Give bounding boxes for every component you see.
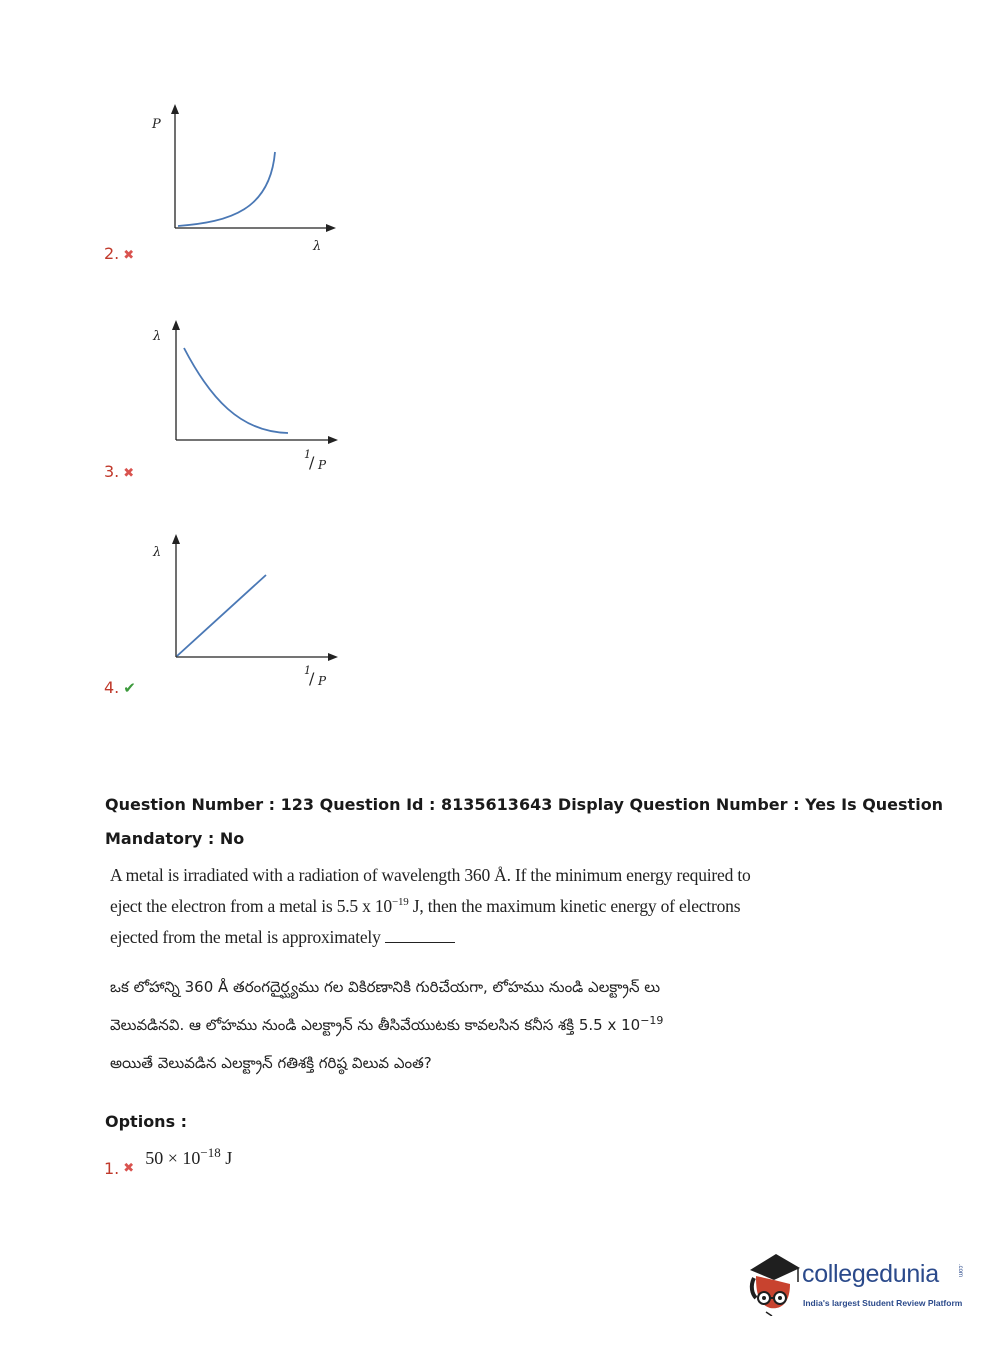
x-arrow-icon	[328, 653, 338, 661]
telugu-line-1: ఒక లోహాన్ని 360 Å తరంగదైర్ఘ్యము గల వికిరణానికి గురిచేయగా, లోహము నుండి ఎలక్ట్రాన్ లు	[110, 978, 661, 996]
question-english	[110, 860, 750, 953]
x-label: λ	[313, 239, 322, 250]
exponent: −18	[200, 1145, 221, 1160]
cross-icon: ✖	[123, 466, 135, 481]
x-label-numerator: 1	[304, 448, 311, 461]
telugu-line-3: అయితే వెలువడిన ఎలక్ట్రాన్ గతిశక్తి గరిష్ఠ విలువ ఎంత?	[110, 1054, 432, 1072]
graph-option-2	[140, 100, 350, 250]
curve	[178, 152, 275, 226]
options-label: Options :	[105, 1112, 188, 1131]
option-number: 3.	[104, 462, 120, 481]
question-header-line2: Mandatory : No	[105, 829, 245, 848]
option-number: 1.	[104, 1159, 120, 1178]
english-line-3	[110, 922, 750, 953]
x-label-numerator: 1	[304, 664, 311, 677]
option-1-unit: J	[220, 1148, 233, 1168]
english-line-2	[110, 891, 750, 922]
cross-icon: ✖	[123, 248, 135, 263]
answer-blank	[385, 941, 455, 943]
telugu-line-2-text: వెలువడినవి. ఆ లోహము నుండి ఎలక్ట్రాన్ ను తీసివేయుటకు కావలసిన కనీస శక్తి 5.5 x 10	[110, 1016, 641, 1034]
y-label: P	[152, 117, 161, 132]
option-4-marker	[104, 678, 136, 697]
mascot-icon	[742, 1248, 802, 1316]
logo-suffix: .com	[957, 1264, 963, 1278]
english-line-2-start: eject the electron from a metal is 5.5 x 10	[110, 896, 392, 916]
question-header-line1: Question Number : 123 Question Id : 8135613643 Display Question Number : Yes Is Question	[105, 795, 944, 814]
x-label-slash: /	[309, 453, 315, 472]
y-label: λ	[153, 545, 162, 560]
x-arrow-icon	[328, 436, 338, 444]
option-3-marker	[104, 462, 134, 481]
x-label-denominator: P	[318, 674, 327, 688]
telugu-line-2	[110, 1006, 750, 1044]
option-number: 4.	[104, 678, 120, 697]
collegedunia-logo	[742, 1248, 972, 1320]
check-icon: ✔	[123, 679, 136, 697]
logo-wordmark: collegedunia	[802, 1260, 939, 1288]
cross-icon: ✖	[123, 1161, 135, 1176]
option-1-value-base: 50 × 10	[145, 1148, 201, 1168]
question-telugu	[110, 968, 750, 1082]
y-label: λ	[153, 329, 162, 344]
y-arrow-icon	[172, 534, 180, 544]
option-number: 2.	[104, 244, 120, 263]
curve	[184, 348, 288, 433]
lambda-vs-inverse-p-graph-linear	[140, 532, 350, 694]
y-arrow-icon	[172, 320, 180, 330]
exponent: −19	[392, 896, 409, 909]
option-1-value	[145, 1145, 233, 1168]
english-line-2-end: J, then the maximum kinetic energy of electrons	[408, 896, 741, 916]
logo-tagline: India's largest Student Review Platform	[803, 1298, 963, 1308]
option-1	[104, 1145, 233, 1178]
x-label-denominator: P	[318, 458, 327, 472]
english-line-1: A metal is irradiated with a radiation of wavelength 360 Å. If the minimum energy required to	[110, 865, 751, 885]
option-2-marker	[104, 244, 134, 263]
graph-option-3	[140, 318, 350, 478]
lambda-vs-inverse-p-graph	[140, 318, 350, 478]
english-line-3-text: ejected from the metal is approximately	[110, 927, 381, 947]
y-arrow-icon	[171, 104, 179, 114]
x-arrow-icon	[326, 224, 336, 232]
line	[177, 575, 266, 656]
exponent: −19	[640, 1014, 664, 1027]
graph-option-4	[140, 532, 350, 694]
x-label-slash: /	[309, 669, 315, 688]
p-vs-lambda-graph	[140, 100, 350, 250]
